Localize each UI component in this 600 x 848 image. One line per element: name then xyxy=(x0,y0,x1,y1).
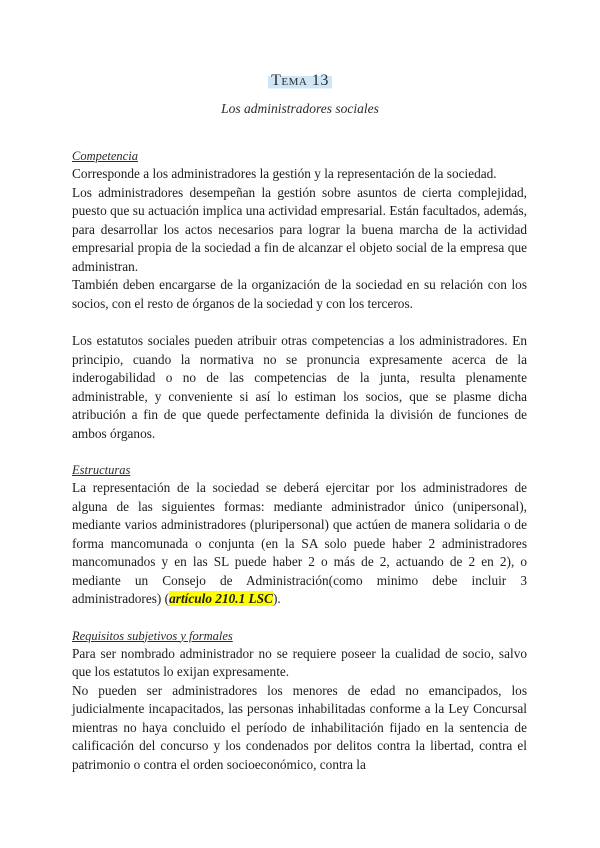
spacer xyxy=(72,313,527,332)
paragraph: Para ser nombrado administrador no se requiere poseer la cualidad de socio, salvo que los estatutos lo exijan expresamente. xyxy=(72,645,527,679)
spacer xyxy=(72,609,527,628)
section-heading-estructuras: Estructuras xyxy=(72,463,131,477)
paragraph-text: ). xyxy=(272,591,281,606)
document-subtitle: Los administradores sociales xyxy=(221,101,379,116)
highlighted-legal-reference: artículo 210.1 LSC xyxy=(169,591,273,606)
paragraph xyxy=(72,479,527,609)
paragraph: Corresponde a los administradores la gestión y la representación de la sociedad. xyxy=(72,166,497,181)
paragraph: También deben encargarse de la organización de la sociedad en su relación con los socios, con el resto de órganos de la sociedad y con los terceros. xyxy=(72,277,527,311)
paragraph-text: La representación de la sociedad se deberá ejercitar por los administradores de alguna de las siguientes formas: mediante administrador único (unipersonal), mediante varios administradores (pluripersonal) que actúen de manera solidaria o de forma mancomunada o conjunta (en la SA solo puede haber 2 administradores mancomunados y en las SL puede haber 2 o más de 2, actuando de 2 en 2), o mediante un Consejo de Administración(como minimo debe incluir 3 administradores) ( xyxy=(72,480,527,606)
document-body xyxy=(72,148,527,774)
paragraph: No pueden ser administradores los menores de edad no emancipados, los judicialmente incapacitados, las personas inhabilitadas conforme a la Ley Concursal mientras no haya concluido el período de inhabilitación fijado en la sentencia de calificación del concurso y los condenados por delitos contra la libertad, contra el patrimonio o contra el orden socioeconómico, contra la xyxy=(72,682,527,772)
section-heading-requisitos: Requisitos subjetivos y formales xyxy=(72,628,233,643)
spacer xyxy=(72,443,527,462)
section-heading-competencia: Competencia xyxy=(72,149,138,163)
paragraph: Los estatutos sociales pueden atribuir otras competencias a los administradores. En principio, cuando la normativa no se pronuncia expresamente acerca de la inderogabilidad o no de las competencias de la junta, resulta plenamente administrable, y conveniente si así lo estiman los socios, que se plasme dicha atribución a fin de que quede perfectamente definida la división de funciones de ambos órganos. xyxy=(72,333,527,441)
topic-title: Tema 13 xyxy=(268,70,332,90)
title-block xyxy=(0,70,600,90)
paragraph: Los administradores desempeñan la gestión sobre asuntos de cierta complejidad, puesto que su actuación implica una actividad empresarial. Están facultados, además, para desarrollar los actos necesarios para lograr la buena marcha de la actividad empresarial propia de la sociedad a fin de alcanzar el objeto social de la empresa que administran. xyxy=(72,184,527,274)
